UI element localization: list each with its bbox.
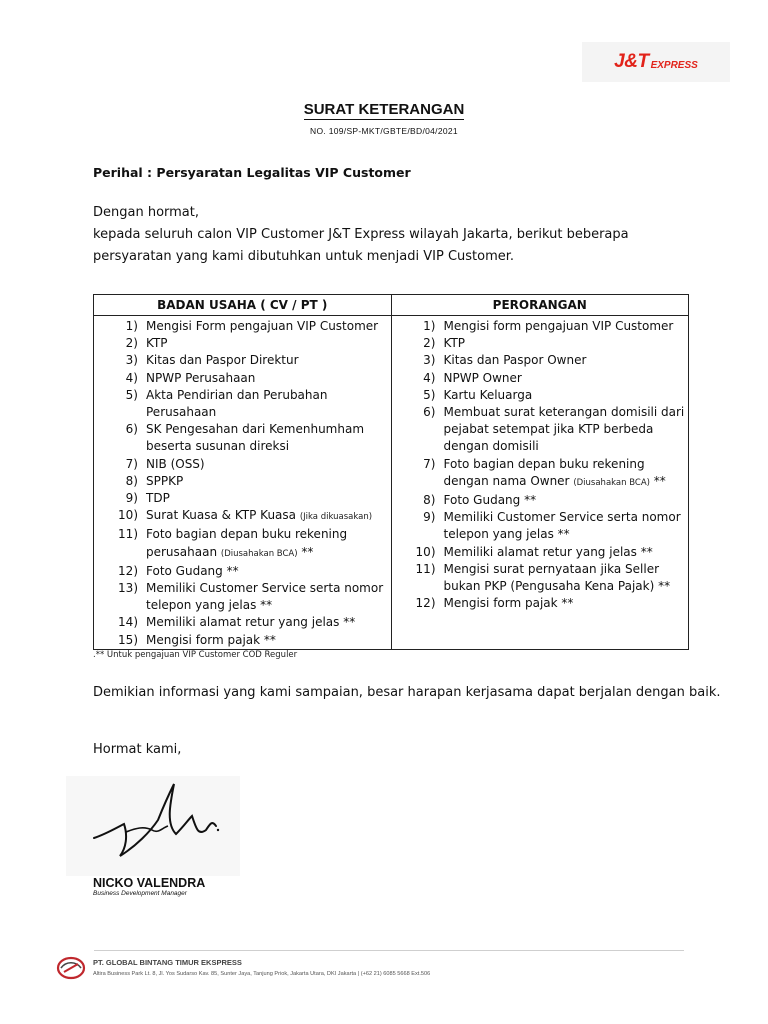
requirement-item [94,352,391,369]
greeting: Dengan hormat, [93,205,200,220]
requirement-item [94,507,391,526]
item-text: Memiliki Customer Service serta nomor telepon yang jelas ** [146,581,384,613]
item-number: 3) [125,353,138,368]
item-number: 2) [125,336,138,351]
item-text: Kartu Keluarga [443,387,533,402]
item-number: 4) [423,370,436,385]
item-number: 10) [118,508,138,523]
requirement-item [392,492,689,509]
item-text: NPWP Perusahaan [146,370,256,385]
subject-line: Perihal : Persyaratan Legalitas VIP Customer [93,165,411,180]
company-emblem-icon [56,955,86,981]
item-number: 6) [423,405,436,420]
requirement-item [94,456,391,473]
logo-word: EXPRESS [650,59,698,71]
item-note: (Diusahakan BCA) [573,477,650,488]
requirement-item [94,335,391,352]
item-text: KTP [146,336,168,351]
item-number: 8) [423,493,436,508]
requirement-item [94,614,391,631]
footer-divider [94,950,684,951]
requirement-item [94,370,391,387]
requirement-item [392,509,689,543]
requirement-item [94,563,391,580]
item-text: Foto Gudang ** [146,563,239,578]
document-number: NO. 109/SP-MKT/GBTE/BD/04/2021 [310,126,458,136]
item-number: 13) [118,581,138,596]
item-text: Mengisi form pajak ** [146,632,276,647]
item-note: (Jika dikuasakan) [299,512,373,523]
item-number: 5) [423,387,436,402]
item-suffix: ** [649,473,666,488]
item-text: Mengisi surat pernyataan jika Seller bukan PKP (Pengusaha Kena Pajak) ** [443,561,671,594]
item-number: 10) [415,544,436,559]
item-number: 1) [125,319,138,333]
item-text: Membuat surat keterangan domisili dari pejabat setempat jika KTP berbeda dengan domisili [443,405,685,454]
footnote: .** Untuk pengajuan VIP Customer COD Reguler [93,650,298,660]
requirement-item [94,490,391,507]
item-number: 15) [118,632,138,647]
item-text: Mengisi form pengajuan VIP Customer [443,319,674,333]
jnt-express-logo [582,42,730,82]
item-number: 14) [118,615,138,630]
requirement-item [392,456,689,492]
signer-title: Business Development Manager [93,890,187,897]
signature-image [66,776,240,876]
requirement-item [392,544,689,561]
item-text: NIB (OSS) [146,456,205,471]
item-number: 12) [118,563,138,578]
requirements-table [93,294,689,650]
item-text: Foto bagian depan buku rekening dengan nama Owner [443,456,645,488]
requirement-item [94,318,391,335]
item-number: 11) [415,561,436,576]
item-suffix: ** [297,544,314,559]
item-number: 4) [125,370,138,385]
item-text: Kitas dan Paspor Direktur [146,353,299,368]
requirement-item [94,421,391,455]
item-number: 8) [125,473,138,488]
requirement-item [392,595,689,612]
item-text: Kitas dan Paspor Owner [443,353,587,368]
item-text: NPWP Owner [443,370,522,385]
item-text: TDP [146,491,170,506]
company-name: PT. GLOBAL BINTANG TIMUR EKSPRESS [93,958,242,967]
requirement-item [392,370,689,387]
item-text: KTP [443,336,466,351]
requirement-item [392,561,689,595]
item-number: 5) [125,387,138,402]
requirement-item [392,335,689,352]
perorangan-cell [391,316,689,650]
badan-usaha-cell [94,316,392,650]
item-text: Memiliki Customer Service serta nomor telepon yang jelas ** [443,510,681,542]
column-header-badan-usaha: BADAN USAHA ( CV / PT ) [94,295,392,316]
requirement-item [94,632,391,649]
item-number: 11) [118,527,138,542]
item-text: Mengisi form pajak ** [443,596,574,611]
company-address: Altira Business Park Lt. 8, Jl. Yos Sudarso Kav. 85, Sunter Jaya, Tanjung Priok, Jakarta Utara, DKI Jakarta | (+62 21) 6085 5668 Ext.506 [93,971,431,977]
item-number: 7) [423,456,436,471]
requirement-item [94,580,391,614]
logo-mark: J&T [614,51,649,72]
item-text: Foto Gudang ** [443,493,537,508]
item-text: Surat Kuasa & KTP Kuasa [146,508,300,523]
closing-paragraph: Demikian informasi yang kami sampaian, besar harapan kerjasama dapat berjalan dengan baik. [93,685,721,700]
item-text: SPPKP [146,473,184,488]
item-text: Memiliki alamat retur yang jelas ** [146,615,356,630]
requirement-item [94,387,391,421]
column-header-perorangan: PERORANGAN [391,295,689,316]
requirement-item [94,473,391,490]
item-text: Mengisi Form pengajuan VIP Customer [146,319,379,333]
item-number: 9) [125,491,138,506]
requirement-item [94,526,391,562]
item-text: Akta Pendirian dan Perubahan Perusahaan [146,387,328,420]
signer-name: NICKO VALENDRA [93,876,206,890]
regards: Hormat kami, [93,742,182,757]
document-title: SURAT KETERANGAN [303,101,465,118]
item-number: 2) [423,336,436,351]
badan-usaha-list [94,316,391,649]
item-text: Foto bagian depan buku rekening perusahaan [146,527,348,559]
item-number: 9) [423,510,436,525]
item-number: 6) [125,422,138,437]
signature-icon [66,776,240,876]
perorangan-list [392,316,689,612]
requirement-item [392,404,689,456]
item-text: Memiliki alamat retur yang jelas ** [443,544,653,559]
item-number: 3) [423,353,436,368]
item-note: (Diusahakan BCA) [220,548,298,559]
intro-paragraph: kepada seluruh calon VIP Customer J&T Express wilayah Jakarta, berikut beberapa persyaratan yang kami dibutuhkan untuk menjadi VIP Customer. [93,227,629,264]
item-text: SK Pengesahan dari Kemenhumham beserta susunan direksi [146,422,365,454]
requirement-item [392,318,689,335]
item-number: 1) [423,319,436,333]
requirement-item [392,352,689,369]
item-number: 7) [125,456,138,471]
item-number: 12) [415,596,436,611]
requirement-item [392,387,689,404]
